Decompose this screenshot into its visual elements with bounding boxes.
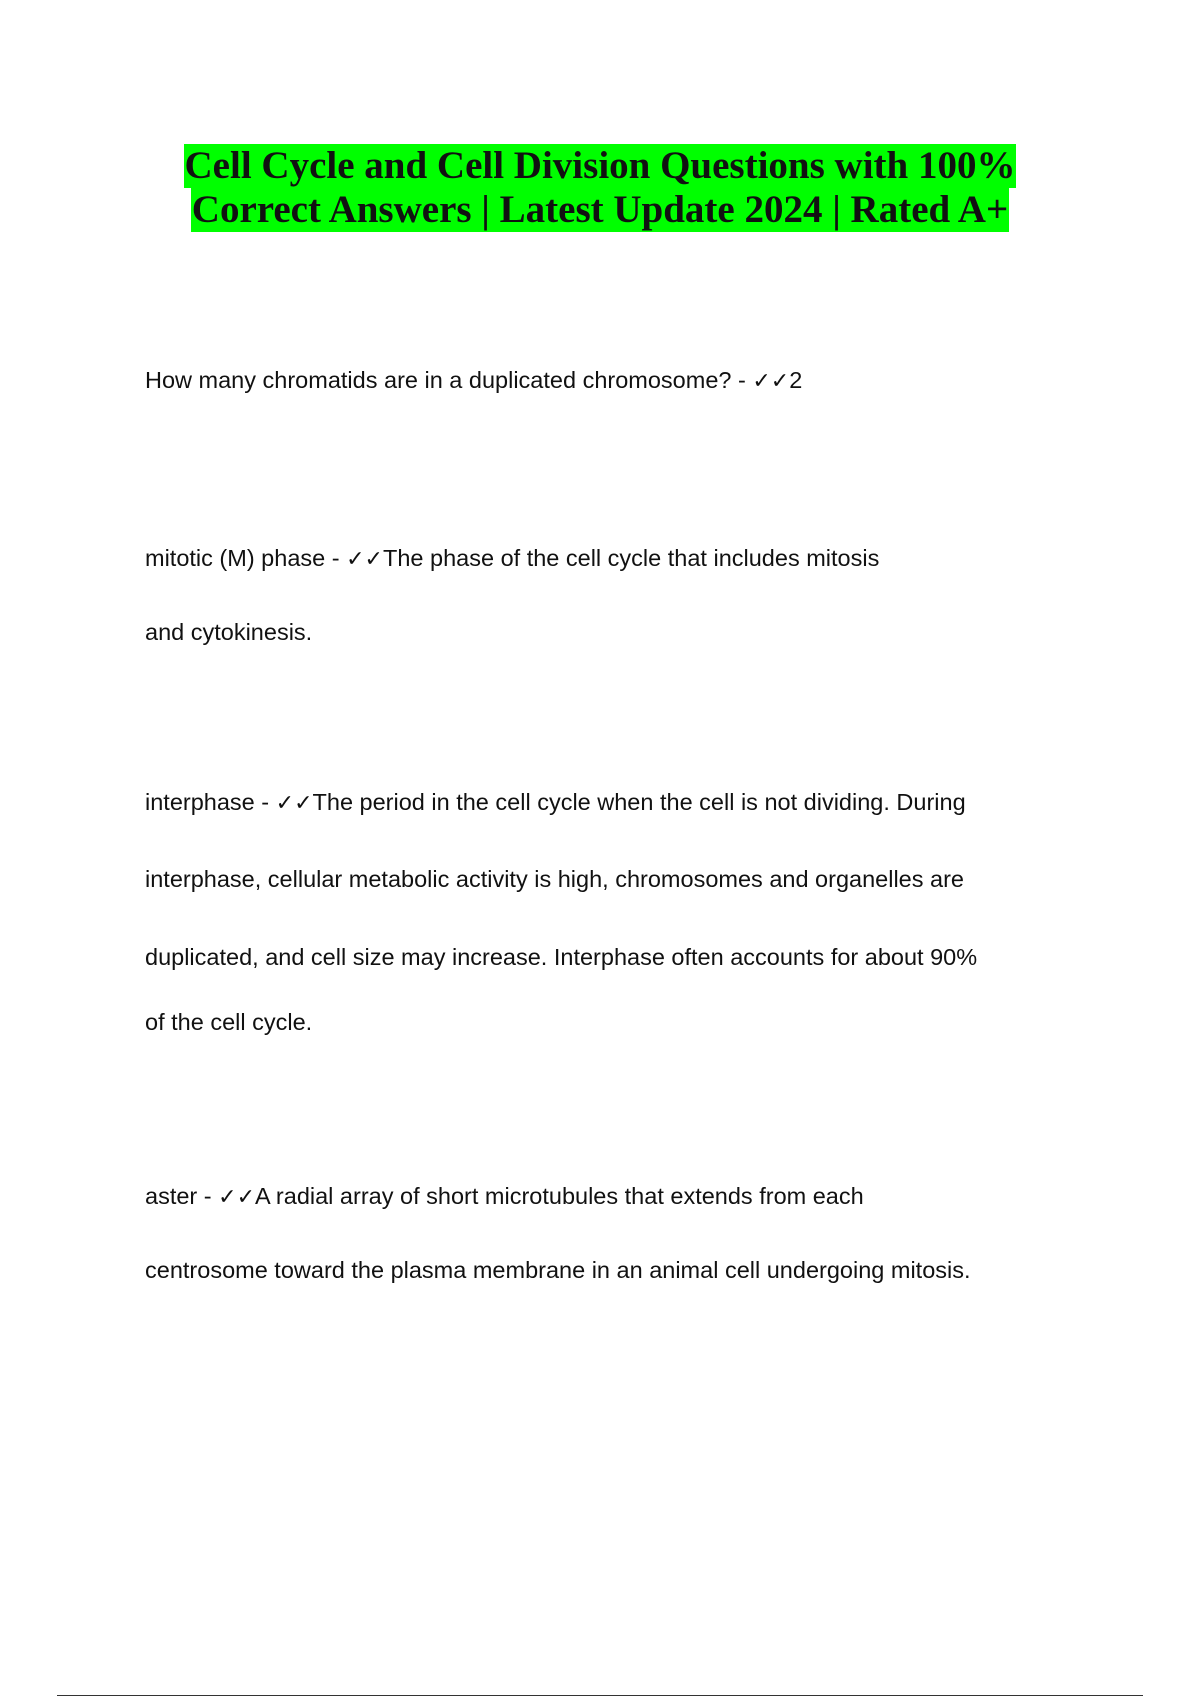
qa-answer: The phase of the cell cycle that includes mitosis [382,545,880,571]
qa-answer: interphase, cellular metabolic activity is high, chromosomes and organelles are [145,866,964,892]
qa-separator: - [325,545,347,571]
check-icon: ✓✓ [218,1185,256,1210]
qa-line [145,789,966,816]
document-title [0,144,1200,232]
qa-separator: - [731,367,753,393]
qa-answer: centrosome toward the plasma membrane in an animal cell undergoing mitosis. [145,1257,971,1283]
qa-line [145,944,977,971]
qa-separator: - [197,1183,219,1209]
qa-line [145,1183,864,1210]
qa-answer: The period in the cell cycle when the cell is not dividing. During [312,789,966,815]
qa-term: aster [145,1183,198,1209]
check-icon: ✓✓ [346,547,383,572]
footer-divider [57,1695,1143,1696]
qa-line [145,1009,312,1036]
title-line-2: Correct Answers | Latest Update 2024 | Rated A+ [191,188,1009,231]
check-icon: ✓✓ [275,791,313,816]
qa-term: mitotic (M) phase [145,545,326,571]
qa-answer: A radial array of short microtubules that extends from each [255,1183,864,1209]
check-icon: ✓✓ [752,369,790,394]
qa-line [145,1257,971,1284]
title-line-1: Cell Cycle and Cell Division Questions with 100% [184,144,1016,187]
qa-answer: duplicated, and cell size may increase. Interphase often accounts for about 90% [145,944,978,970]
qa-answer: of the cell cycle. [145,1009,313,1035]
qa-term: How many chromatids are in a duplicated chromosome? [145,367,732,393]
qa-line [145,619,312,646]
qa-answer: 2 [789,367,803,393]
qa-term: interphase [145,789,255,815]
qa-line [145,545,879,572]
qa-separator: - [254,789,276,815]
qa-line [145,866,964,893]
qa-answer: and cytokinesis. [145,619,313,645]
qa-line [145,367,802,394]
